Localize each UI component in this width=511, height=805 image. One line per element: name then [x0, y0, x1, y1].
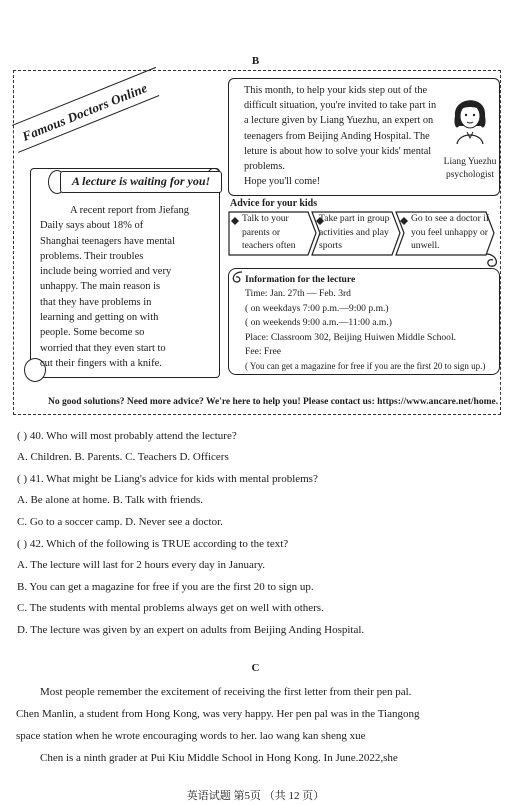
banner-title: Famous Doctors Online: [20, 79, 150, 144]
question-41: ( ) 41. What might be Liang's advice for kids with mental problems?: [17, 473, 318, 485]
options-41-a: A. Be alone at home. B. Talk with friends.: [17, 494, 203, 506]
invite-line: problems.: [244, 161, 285, 173]
info-line: Fee: Free: [245, 346, 281, 358]
scroll-title: A lecture is waiting for you!: [60, 171, 222, 193]
options-40: A. Children. B. Parents. C. Teachers D. Officers: [17, 451, 229, 463]
scroll-line: worried that they even start to: [40, 342, 166, 354]
question-42: ( ) 42. Which of the following is TRUE according to the text?: [17, 538, 289, 550]
invite-line: This month, to help your kids step out of the: [244, 85, 428, 96]
contact-line: No good solutions? Need more advice? We're here to help you! Please contact us: https://www.ancare.net/home.: [48, 397, 499, 407]
advice-item-1: Talk to your parents or teachers often: [242, 213, 296, 251]
caption-name: Liang Yuezhu: [443, 157, 497, 167]
advice-title: Advice for your kids: [230, 198, 318, 209]
invite-line: teenagers from Beijing Anding Hospital. The: [244, 130, 430, 142]
section-letter-c: C: [251, 662, 260, 674]
scroll-line: learning and getting on with: [40, 312, 159, 324]
options-41-c: C. Go to a soccer camp. D. Never see a doctor.: [17, 516, 223, 528]
passage-line: Most people remember the excitement of receiving the first letter from their pen pal.: [40, 686, 412, 698]
caption-role: psychologist: [445, 170, 495, 180]
passage-line: space station when he wrote encouraging words to her. lao wang kan sheng xue: [16, 730, 366, 742]
info-curl-icon: [230, 270, 244, 284]
info-line: Time: Jan. 27th — Feb. 3rd: [245, 288, 351, 300]
scroll-line: problems. Their troubles: [40, 250, 144, 262]
info-line: Place: Classroom 302, Beijing Huiwen Middle School.: [245, 331, 457, 343]
passage-c: [16, 681, 496, 769]
scroll-line: people. Some become so: [40, 327, 145, 339]
scroll-line: Shanghai teenagers have mental: [40, 235, 175, 247]
advice-item-2: Take part in group activities and play sports: [319, 213, 390, 251]
info-text: [245, 273, 500, 374]
scroll-line: cut their fingers with a knife.: [40, 357, 162, 369]
scroll-line: include being worried and very: [40, 266, 172, 278]
scroll-line: A recent report from Jiefang: [70, 205, 189, 216]
passage-line: Chen Manlin, a student from Hong Kong, was very happy. Her pen pal was in the Tiangong: [16, 708, 420, 720]
option-42-d: D. The lecture was given by an expert on adults from Beijing Anding Hospital.: [17, 624, 365, 636]
invite-line: a lecture given by Liang Yuezhu, an expert on: [244, 115, 434, 127]
page-footer: 英语试题 第5页 （共 12 页）: [186, 790, 325, 802]
scroll-body: [40, 203, 208, 371]
invite-line: Hope you'll come!: [244, 176, 321, 188]
info-title: Information for the lecture: [245, 274, 356, 285]
question-40: ( ) 40. Who will most probably attend the lecture?: [17, 430, 237, 442]
info-line: ( You can get a magazine for free if you are the first 20 to sign up.): [245, 361, 486, 372]
portrait-caption: [440, 156, 500, 182]
option-42-a: A. The lecture will last for 2 hours every day in January.: [17, 559, 266, 571]
scroll-line: that they have problems in: [40, 296, 152, 308]
advice-item-3: Go to see a doctor if you feel unhappy or unwell.: [411, 213, 490, 251]
invitation-text: [244, 83, 444, 189]
portrait-illustration: [447, 86, 493, 146]
invite-line: leture is about how to solve your kids' mental: [244, 145, 432, 157]
option-42-b: B. You can get a magazine for free if you are the first 20 to sign up.: [17, 581, 314, 593]
section-letter-b: B: [251, 55, 260, 67]
invite-line: difficult situation, you're invited to take part in: [244, 100, 437, 112]
scroll-line: unhappy. The main reason is: [40, 281, 161, 293]
option-42-c: C. The students with mental problems always get on well with others.: [17, 602, 324, 614]
info-line: ( on weekends 9:00 a.m.—11:00 a.m.): [245, 317, 392, 329]
passage-line: Chen is a ninth grader at Pui Kiu Middle School in Hong Kong. In June.2022,she: [40, 752, 398, 764]
info-line: ( on weekdays 7:00 p.m.—9:00 p.m.): [245, 302, 389, 314]
scroll-line: Daily says about 18% of: [40, 220, 144, 232]
